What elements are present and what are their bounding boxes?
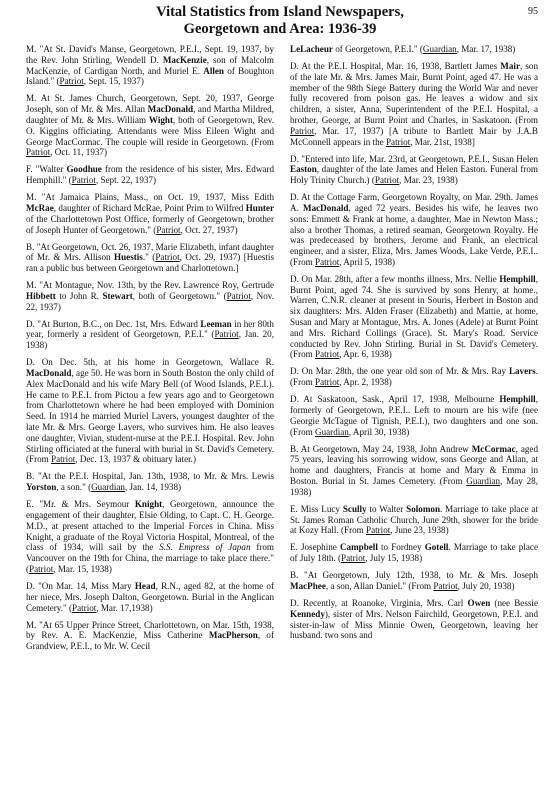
entry-text: to John R. bbox=[55, 290, 103, 301]
entry-text: E. "Mr. & Mrs. Seymour bbox=[26, 499, 135, 510]
surname: Head bbox=[134, 580, 156, 591]
source-name: Patriot bbox=[71, 175, 96, 186]
entry-text: , Apr. 6, 1938) bbox=[339, 349, 392, 360]
surname: McRae bbox=[26, 202, 54, 213]
entry-text: , both of Georgetown, Rev. O. Kiggins officiating. Attendants were Miss Eileen Wight and George MacCormac. The couple will reside in Georgetown. (From bbox=[26, 114, 274, 147]
entry-text: D. "On Mar. 14, Miss Mary bbox=[26, 580, 135, 591]
surname: Mair bbox=[500, 60, 520, 71]
entry-text: , daughter of Richard McRae, Point Prim to Wilfred bbox=[53, 202, 246, 213]
entry-text: , Mar. 17,1938) bbox=[96, 602, 153, 613]
record-entry bbox=[290, 154, 538, 186]
entry-text: , Oct. 27, 1937) bbox=[180, 224, 238, 235]
record-entry bbox=[26, 471, 274, 493]
surname: Leeman bbox=[200, 318, 232, 329]
entry-text: D. On Mar. 28th, after a few months illness, Mrs. Nellie bbox=[290, 273, 500, 284]
entry-text: D. Recently, at Roanoke, Virginia, Mrs. Carl bbox=[290, 597, 468, 608]
entry-text: to Walter bbox=[366, 503, 407, 514]
source-name: Patriot bbox=[290, 125, 315, 136]
entry-text: in her 80th year, formerly a resident of Georgetown, P.E.I." ( bbox=[26, 318, 274, 340]
entry-text: of Georgetown, P.E.I." ( bbox=[332, 44, 423, 54]
surname: Solomon bbox=[406, 503, 441, 514]
source-name: Patriot bbox=[385, 136, 411, 147]
source-name: Patriot bbox=[366, 525, 391, 536]
surname: Kennedy bbox=[290, 608, 325, 619]
entry-text: , formerly of Georgetown, P.E.I.. Left to mourn are his wife (nee Georgie McTague of Tignish, P.E.I.), two daughters and one son. (From bbox=[290, 394, 538, 437]
surname: LeLacheur bbox=[290, 44, 333, 54]
entry-text: of Boughton Island." ( bbox=[26, 65, 274, 87]
record-entry bbox=[26, 499, 274, 575]
entry-text: , aged 75 years, leaving his sorrowing widow, sons George and Allan, at home and daughters, Francis at home and Mary & Emma in Boston. Burial in St. James Cemetery. (From bbox=[290, 443, 538, 486]
surname: MacPherson bbox=[208, 630, 258, 641]
record-entry bbox=[26, 44, 274, 87]
source-name: Guardian bbox=[466, 476, 501, 486]
entry-text: D. On Mar. 28th, the one year old son of Mr. & Mrs. Ray bbox=[290, 366, 509, 377]
record-entry bbox=[26, 242, 274, 274]
entry-text: E. Miss Lucy bbox=[290, 503, 343, 514]
entry-text: , April 30, 1938) bbox=[348, 426, 410, 437]
entry-text: , Nov. 22, 1937) bbox=[26, 290, 274, 312]
entry-text: B. "At Georgetown, July 12th, 1938, to Mr. & Mrs. Joseph bbox=[290, 570, 538, 581]
record-entry bbox=[290, 366, 538, 388]
record-entry bbox=[290, 444, 538, 498]
entry-text: D. "At Burton, B.C., on Dec. 1st, Mrs. Edward bbox=[26, 318, 201, 329]
source-name: Guardian bbox=[422, 44, 457, 54]
surname: Stewart bbox=[102, 290, 133, 301]
title-line-2: Georgetown and Area: 1936-39 bbox=[183, 21, 377, 37]
entry-text: M. "At Montague, Nov. 13th, by the Rev. Lawrence Roy, Gertrude bbox=[26, 280, 274, 291]
entry-text: , Mar. 23, 1938) bbox=[399, 175, 458, 186]
entry-text: D. At the Cottage Farm, Georgetown Royalty, on Mar. 29th. James A. bbox=[290, 192, 538, 213]
entry-text: B. At Georgetown, May 24, 1938, John Andrew bbox=[290, 443, 472, 454]
record-entry bbox=[26, 93, 274, 158]
entry-text: , a son." ( bbox=[56, 482, 92, 493]
entry-text: , Jan. 20, 1938) bbox=[26, 329, 274, 351]
source-name: Patriot bbox=[29, 563, 54, 574]
entry-text: , son of the late Mr. & Mrs. James Mair, Burnt Point, aged 47. He was a member of the 98th Siege Battery during the World War and never fully recovered from poison gas. He leaves a widow and six children, a sister, Anna, Superintendent of the P.E.I. Hospital, a brother, George, at Burnt Point and Charles, in Saskatoon. (From bbox=[290, 60, 538, 125]
entry-text: , Georgetown, announce the engagement of their daughter, Elsie Olding, to Capt. C. H. George. M.D., at present attached to the Imperial Forces in China. Miss Knight, a graduate of the Royal Victoria Hospital, Montreal, of the class of 1934, will sail by the bbox=[26, 499, 274, 553]
surname: Huestis bbox=[114, 252, 143, 263]
entry-text: M. "At Jamaica Plains, Mass., on Oct. 19, 1937, Miss Edith bbox=[26, 192, 274, 203]
record-entry bbox=[290, 542, 538, 564]
entry-text: M. "At St. David's Manse, Georgetown, P.E.I., Sept. 19, 1937, by the Rev. John Stirling, Wendell D. bbox=[26, 44, 274, 65]
surname: Lavers bbox=[508, 366, 536, 377]
entry-text: , age 50. He was born in South Boston the only child of Alex MacDonald and his wife Mary Bell (of Wood Islands, P.E.I.). He came to P.E.I. from Pictou a few years ago and to Georgetown from Charlottetown where he had been employed with Dominion Seed. In 1914 he married Muriel Lavers, youngest daughter of the late Mr. & Mrs. George Lavers, who survives him. He also leaves one daughter, Vivian, student-nurse at the P.E.I. Hospital. Rev. John Stirling officiated at the funeral with burial in St. David's Cemetery. (From bbox=[26, 368, 274, 465]
entry-text: , May 28, 1938) bbox=[290, 476, 538, 497]
surname: MacPhee bbox=[290, 580, 326, 591]
entry-text: D. On Dec. 5th, at his home in Georgetown, Wallace R. bbox=[26, 357, 274, 368]
entry-text: , daughter of the late James and Helen Easton. Funeral from Holy Trinity Church.) ( bbox=[290, 164, 538, 186]
entry-text: , July 15, 1938) bbox=[365, 553, 423, 564]
entry-text: , aged 72 years. Besides his wife, he leaves two sons: Emmett & Frank at home, a daughter, Mae in Newton Mass.; also a brother Thomas, a retired seaman, Georgetown Royalty. He was predeceased by brothers, Jerome and Frank, an electrical engineer, and a sister, Eliza, Mrs. James Woods, Lake Verde, P.E.I.. (From bbox=[290, 202, 538, 267]
record-entry bbox=[290, 192, 538, 268]
record-entry bbox=[290, 504, 538, 536]
surname: Owen bbox=[467, 597, 491, 608]
entry-text: , a son, Allan Daniel." (From bbox=[325, 580, 434, 591]
entry-text: , Mar. 17, 1937) [A tribute to Bartlett Mair by J.A.B McConnell appears in the bbox=[290, 125, 538, 147]
record-entry bbox=[26, 620, 274, 652]
entry-text: , June 23, 1938) bbox=[390, 525, 449, 536]
entry-text: M. At St. James Church, Georgetown, Sept. 20, 1937, George Joseph, son of Mr. & Mrs. Allan bbox=[26, 93, 274, 115]
entry-text: , Dec. 13, 1937 & obituary later.) bbox=[75, 454, 196, 465]
surname: Campbell bbox=[339, 542, 378, 553]
entry-text: , April 5, 1938) bbox=[339, 256, 396, 267]
entry-text: to Fordney bbox=[377, 542, 425, 553]
entry-text: , Sept. 22, 1937) bbox=[95, 175, 157, 186]
entry-text: , and Martha Mildred, daughter of Mr. & Mrs. William bbox=[26, 104, 274, 125]
page-title bbox=[0, 0, 560, 38]
entry-text: E. Josephine bbox=[290, 542, 340, 553]
record-entry bbox=[26, 280, 274, 312]
source-name: Patriot bbox=[214, 329, 239, 340]
entry-text: . Marriage to take place of July 18th. ( bbox=[290, 542, 538, 564]
surname: MacDonald bbox=[26, 368, 72, 379]
entry-text: , Burnt Point, aged 74. She is survived by sons Henry, at home., Warren, C.N.R. cleaner at present in Souris, Herbert in Boston and six daughters: Mrs. Alden Fraser (Elizabeth) and Mattie, at home, Susan and Mary at Montague, Mrs. A. Jones (Adele) at Burnt Point and Mrs. Richard Collings (Grace). St. Mary's Road. Service conducted by Rev. John Stirling. Burial in St. David's Cemetery. (From bbox=[290, 273, 538, 360]
source-name: Patriot bbox=[374, 175, 400, 186]
surname: Allen bbox=[203, 65, 224, 76]
entry-text: F. "Walter bbox=[26, 164, 67, 175]
entry-text: , Oct. 11, 1937) bbox=[50, 147, 107, 158]
surname: Hemphill bbox=[499, 394, 536, 405]
surname: Goodhue bbox=[66, 164, 102, 175]
source-name: Guardian bbox=[315, 426, 349, 437]
entry-text: ." ( bbox=[142, 252, 156, 263]
entry-text: , Mar. 15, 1938) bbox=[53, 563, 112, 574]
surname: Scully bbox=[342, 503, 367, 514]
record-entry bbox=[290, 570, 538, 592]
entry-text: (nee Bessie bbox=[490, 597, 538, 608]
entry-text: , Oct. 29, 1937) [Huestis ran a public bus between Georgetown and Charlottetown.] bbox=[26, 252, 274, 274]
record-entry bbox=[26, 581, 274, 613]
source-name: Patriot bbox=[155, 252, 180, 263]
source-name: Patriot bbox=[315, 349, 340, 360]
source-name: Patriot bbox=[156, 224, 181, 235]
entry-text: , July 20, 1938) bbox=[457, 580, 515, 591]
surname: Yorston bbox=[26, 482, 57, 493]
surname: Easton bbox=[290, 164, 317, 175]
right-column bbox=[290, 44, 538, 796]
entry-text: of the Charlottetown Post Office, formerly of Georgetown, brother of Joseph Hunter of Georgetown." ( bbox=[26, 213, 274, 235]
entry-text: . Marriage to take place at St. James Roman Catholic Church, June 29th, shower for the bride at Kozy Hall. (From bbox=[290, 503, 538, 536]
record-entry bbox=[26, 319, 274, 351]
source-name: Patriot bbox=[226, 290, 251, 301]
surname: Hunter bbox=[245, 202, 274, 213]
source-name: Guardian bbox=[91, 482, 125, 493]
surname: MacDonald bbox=[302, 202, 349, 213]
surname: Hibbett bbox=[26, 290, 56, 301]
record-entry bbox=[290, 598, 538, 641]
surname: Hemphill bbox=[499, 273, 536, 284]
surname: McCormac bbox=[471, 443, 516, 454]
entry-text: , Apr. 2, 1938) bbox=[339, 377, 392, 388]
entry-text: M. "At 65 Upper Prince Street, Charlottetown, on Mar. 15th, 1938, by Rev. A. E. MacKenzie, Miss Catherine bbox=[26, 619, 274, 641]
source-name: Patriot bbox=[433, 580, 458, 591]
record-entry bbox=[290, 394, 538, 437]
ship-name: S.S. Empress of Japan bbox=[159, 542, 251, 553]
entry-text: , Mar. 17, 1938) bbox=[456, 44, 516, 54]
entry-text: from the residence of his sister, Mrs. Edward Hemphill." ( bbox=[26, 164, 274, 186]
entry-text: , Sept. 15, 1937) bbox=[83, 76, 144, 87]
entry-text: D. "Entered into life, Mar. 23rd, at Georgetown, P.E.I., Susan Helen bbox=[290, 153, 538, 164]
title-line-1: Vital Statistics from Island Newspapers, bbox=[156, 4, 404, 20]
entry-text: B. "At the P.E.I. Hospital, Jan. 13th, 1938, to Mr. & Mrs. Lewis bbox=[26, 471, 274, 482]
entry-text: , R.N., aged 82, at the home of her niece, Mrs. Joseph Dalton, Georgetown. Burial in the Anglican Cemetery." ( bbox=[26, 580, 274, 613]
source-name: Patriot bbox=[26, 147, 51, 158]
source-name: Patriot bbox=[72, 602, 97, 613]
entry-text: , both of Georgetown." ( bbox=[132, 290, 227, 301]
surname: Gotell bbox=[424, 542, 449, 553]
surname: MacKenzie bbox=[162, 54, 207, 65]
entry-text: D. At the P.E.I. Hospital, Mar. 16, 1938, Bartlett James bbox=[290, 60, 501, 71]
entry-text: , Jan. 14, 1938) bbox=[124, 482, 182, 493]
entry-text: ), sister of Mrs. Nelson Fairchild, Georgetown, P.E.I. and sister-in-law of Miss Minnie Owen, Georgetown, leaving her husband. two sons and bbox=[290, 608, 538, 641]
record-entry bbox=[290, 61, 538, 147]
left-column bbox=[26, 44, 274, 796]
record-entry bbox=[26, 357, 274, 465]
record-entry bbox=[290, 44, 538, 55]
surname: Knight bbox=[134, 499, 163, 510]
columns bbox=[26, 44, 538, 796]
source-name: Patriot bbox=[51, 454, 76, 465]
entry-text: , of Grandview, P.E.I., to Mr. W. Cecil bbox=[26, 630, 274, 652]
entry-text: , Mar. 21st, 1938] bbox=[410, 136, 475, 147]
entry-text: , son of Malcolm MacKenzie, of Cardigan North, and Muriel E. bbox=[26, 54, 274, 76]
record-entry bbox=[290, 274, 538, 360]
entry-text: D. At Saskatoon, Sask., April 17, 1938, Melbourne bbox=[290, 394, 500, 405]
surname: MacDonald bbox=[147, 104, 194, 115]
entry-text: . (From bbox=[290, 366, 538, 388]
source-name: Patriot bbox=[315, 377, 340, 388]
source-name: Patriot bbox=[315, 256, 340, 267]
entry-text: B. "At Georgetown, Oct. 26, 1937, Marie Elizabeth, infant daughter of Mr. & Mrs. Allison bbox=[26, 241, 274, 263]
source-name: Patriot bbox=[341, 553, 366, 564]
surname: Wight bbox=[148, 114, 174, 125]
record-entry bbox=[26, 192, 274, 235]
entry-text: from Vancouver on the 19th for China, the marriage to take place there." ( bbox=[26, 542, 274, 574]
page-number: 95 bbox=[528, 6, 538, 17]
page-header bbox=[0, 0, 560, 38]
source-name: Patriot bbox=[59, 76, 84, 87]
record-entry bbox=[26, 164, 274, 186]
